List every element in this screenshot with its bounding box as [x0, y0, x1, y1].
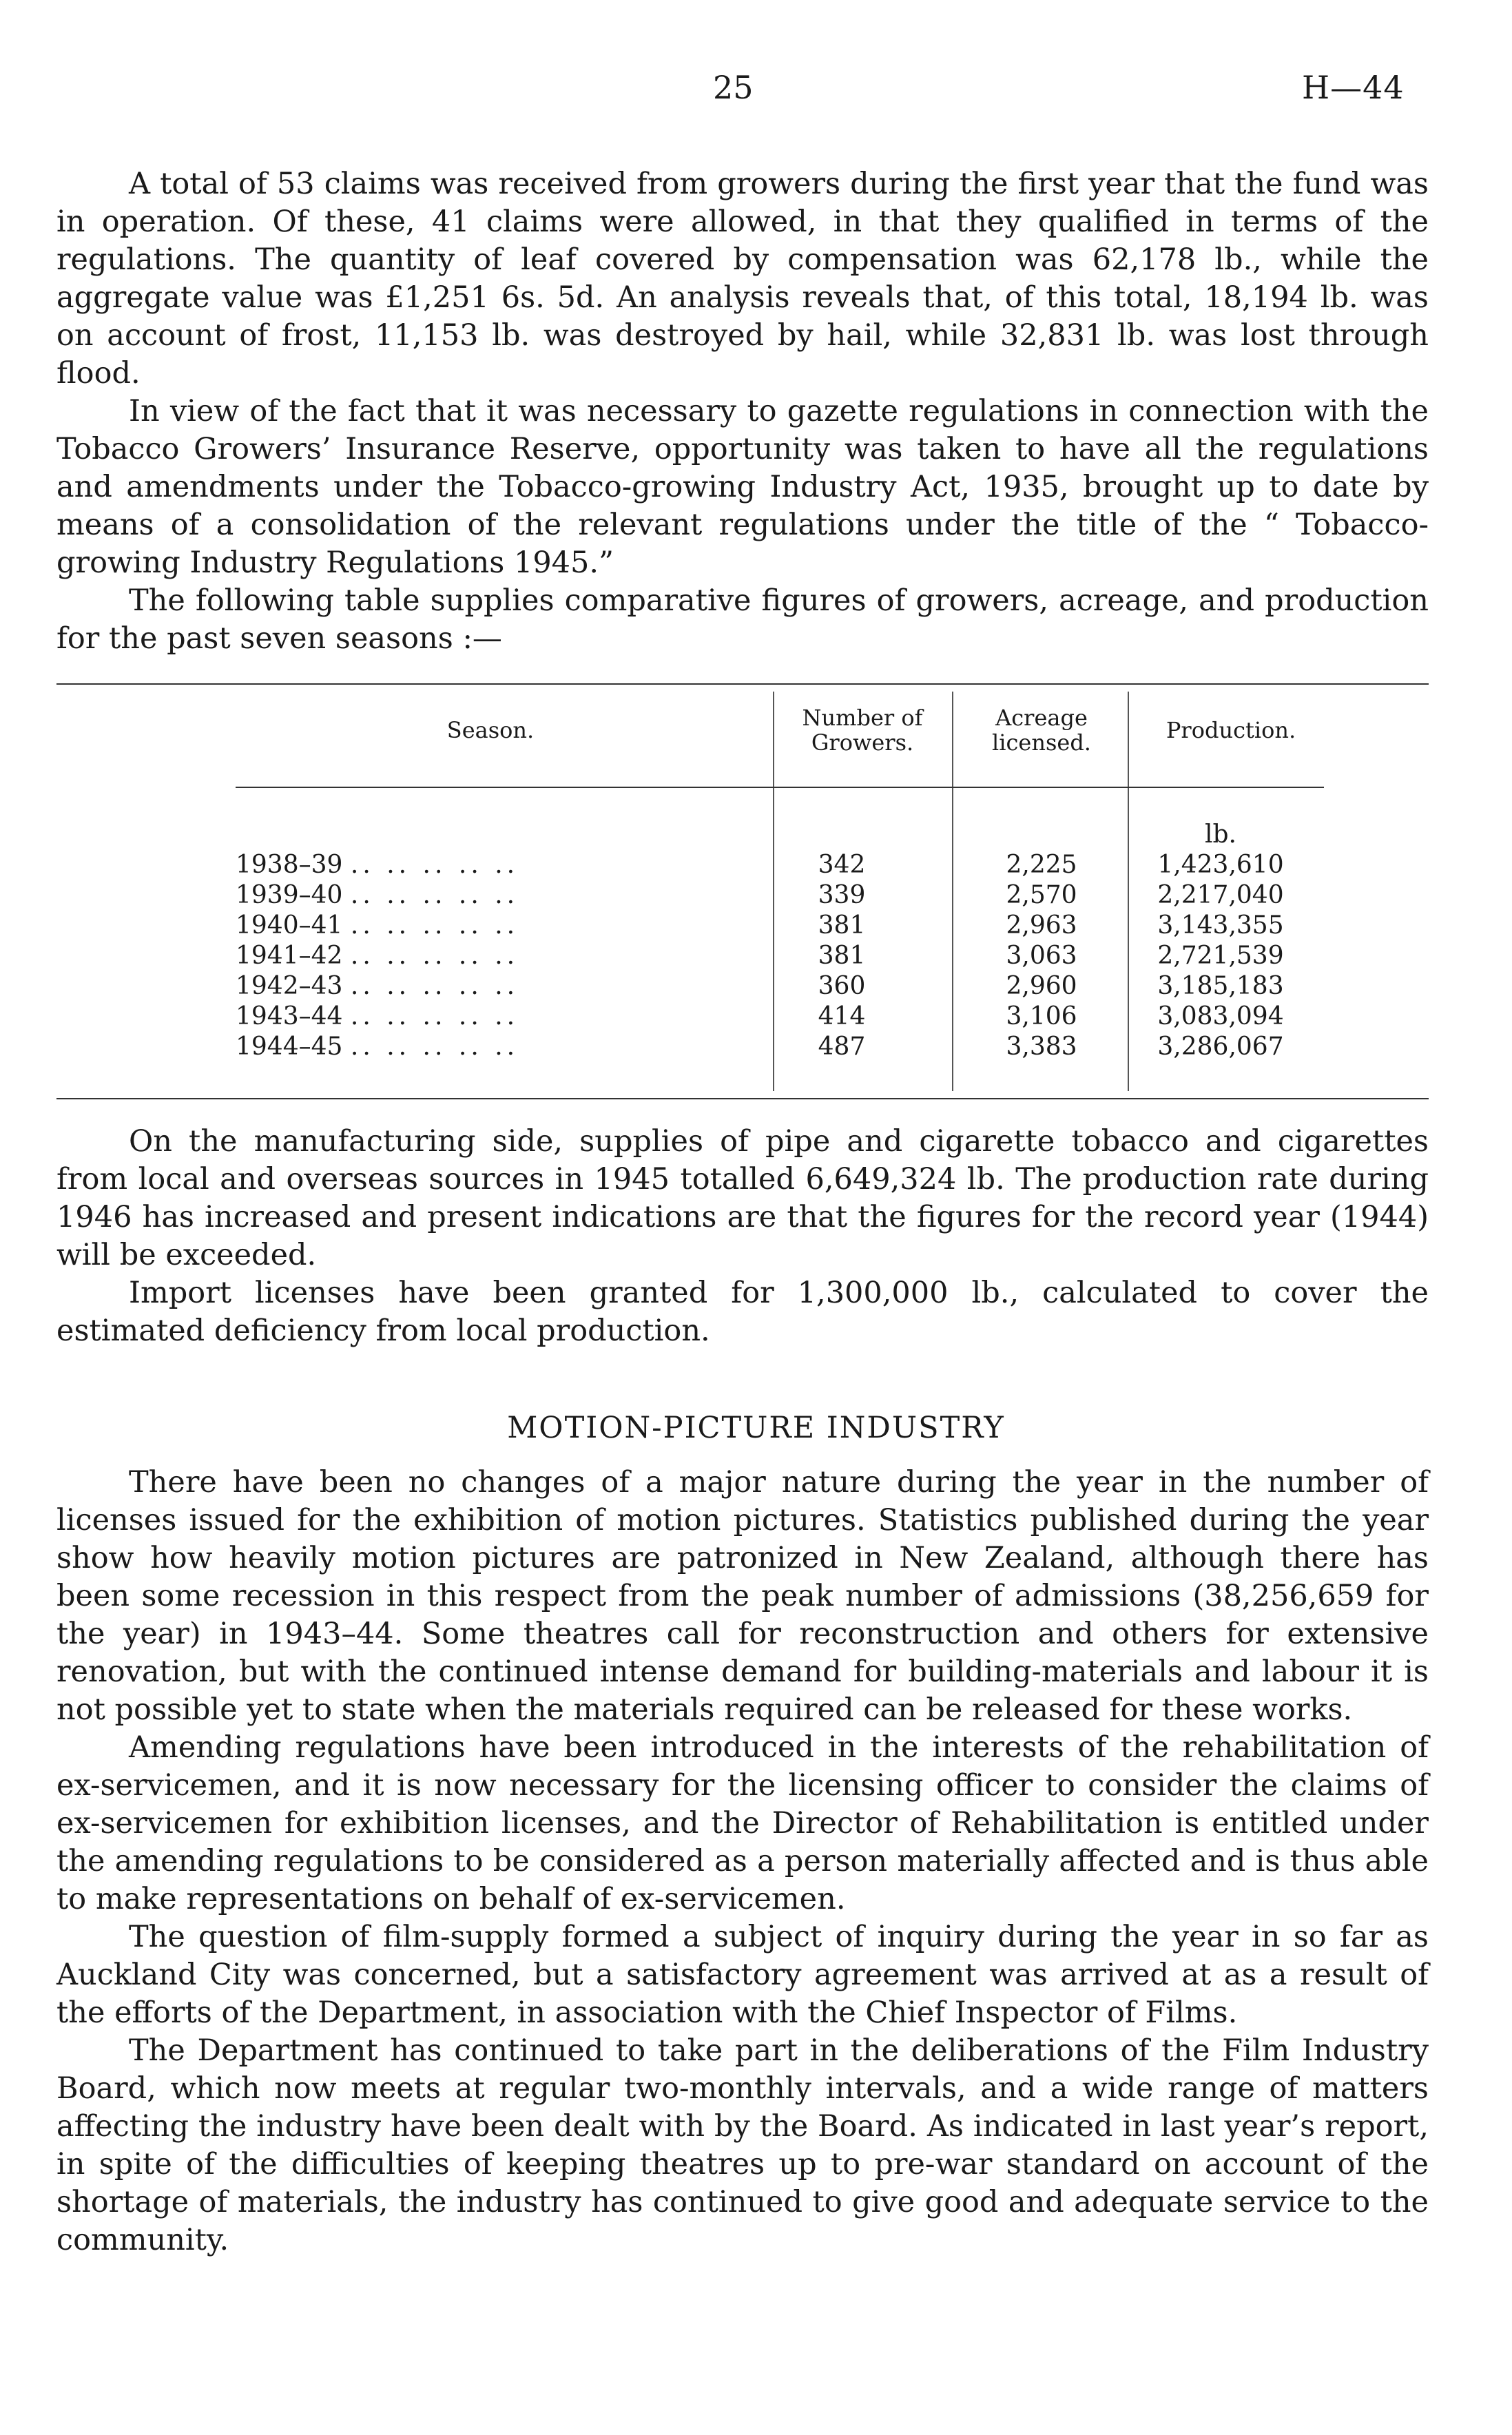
acreage-cell: 3,383 [1006, 1033, 1077, 1061]
paragraph-film-supply: The question of film-supply formed a subject of inquiry during the year in so far as Auckland City was concerned, but a satisfactory agreement was arrived at as a result of the efforts of the Department, in association with the Chief Inspector of Films. [56, 1920, 1429, 2030]
leader-dots: .. .. .. .. .. [350, 942, 519, 970]
season-cell: 1943–44 [236, 1002, 343, 1030]
growers-cell: 360 [818, 972, 866, 1000]
season-cell: 1938–39 [236, 851, 343, 879]
production-cell: 3,185,183 [1157, 972, 1284, 1000]
season-cell: 1940–41 [236, 911, 343, 940]
production-cell: 2,721,539 [1157, 942, 1284, 970]
growers-cell: 381 [818, 911, 866, 940]
leader-dots: .. .. .. .. .. [350, 1033, 519, 1061]
production-cell: 3,143,355 [1157, 911, 1284, 940]
paragraph-amending-regulations: Amending regulations have been introduced in the interests of the rehabilitation of ex-servicemen, and it is now necessary for the licensing officer to consider the claims of ex-servicemen for exhibition licenses, and the Director of Rehabilitation is entitled under the amending regulations to be considered as a person materially affected and is thus able to make representations on behalf of ex-servicemen. [56, 1730, 1429, 1916]
acreage-cell: 3,063 [1006, 942, 1077, 970]
season-cell: 1944–45 [236, 1033, 343, 1061]
table-row [236, 1032, 745, 1062]
leader-dots: .. .. .. .. .. [350, 881, 519, 909]
paragraph-claims: A total of 53 claims was received from growers during the first year that the fund was in operation. Of these, 41 claims were allowed, in that they qualified in terms of the regulations. The quantity of leaf covered by compensation was 62,178 lb., while the aggregate value was £1,251 6s. 5d. An analysis reveals that, of this total, 18,194 lb. was on account of frost, 11,153 lb. was destroyed by hail, while 32,831 lb. was lost through flood. [56, 167, 1429, 391]
production-cell: 1,423,610 [1157, 851, 1284, 879]
table-top-rule [56, 683, 1429, 685]
paragraph-manufacturing: On the manufacturing side, supplies of pipe and cigarette tobacco and cigarettes from local and overseas sources in 1945 totalled 6,649,324 lb. The production rate during 1946 has increased and present indications are that the figures for the record year (1944) will be exceeded. [56, 1124, 1429, 1272]
table-row [236, 911, 745, 941]
leader-dots: .. .. .. .. .. [350, 911, 519, 940]
table-row [236, 941, 745, 971]
header-growers: Number of Growers. [802, 705, 923, 756]
manufacturing-text [56, 1123, 1429, 1350]
acreage-cell: 3,106 [1006, 1002, 1077, 1030]
document-code: H—44 [1302, 69, 1405, 106]
header-rule [236, 787, 1324, 788]
paragraph-regulations: In view of the fact that it was necessary to gazette regulations in connection with the Tobacco Growers’ Insurance Reserve, opportunity was taken to have all the regulations and amendments under the Tobacco-growing Industry Act, 1935, brought up to date by means of a consolidation of the relevant regulations under the title of the “ Tobacco-growing Industry Regulations 1945.” [56, 394, 1429, 580]
page-number: 25 [713, 69, 754, 106]
acreage-cell: 2,225 [1006, 851, 1077, 879]
header-season: Season. [446, 717, 535, 743]
motion-picture-text [56, 1464, 1429, 2259]
acreage-cell: 2,963 [1006, 911, 1077, 940]
season-cell: 1941–42 [236, 942, 343, 970]
paragraph-film-industry-board: The Department has continued to take part in the deliberations of the Film Industry Board, which now meets at regular two-monthly intervals, and a wide range of matters affecting the industry have been dealt with by the Board. As indicated in last year’s report, in spite of the difficulties of keeping theatres up to pre-war standard on account of the shortage of materials, the industry has continued to give good and adequate service to the community. [56, 2033, 1429, 2257]
intro-text [56, 165, 1429, 658]
leader-dots: .. .. .. .. .. [350, 972, 519, 1000]
production-cell: 3,286,067 [1157, 1033, 1284, 1061]
paragraph-licenses: There have been no changes of a major nature during the year in the number of licenses issued for the exhibition of motion pictures. Statistics published during the year show how heavily motion pictures are patronized in New Zealand, although there has been some recession in this respect from the peak number of admissions (38,256,659 for the year) in 1943–44. Some theatres call for reconstruction and others for extensive renovation, but with the continued intense demand for building-materials and labour it is not possible yet to state when the materials required can be released for these works. [56, 1465, 1429, 1727]
table-row [236, 850, 745, 880]
growers-cell: 342 [818, 851, 866, 879]
season-cell: 1942–43 [236, 972, 343, 1000]
table-row [236, 880, 745, 911]
production-cell: 3,083,094 [1157, 1002, 1284, 1030]
growers-cell: 381 [818, 942, 866, 970]
table-bottom-rule [56, 1098, 1429, 1099]
leader-dots: .. .. .. .. .. [350, 851, 519, 879]
page-header [0, 69, 1512, 110]
header-acreage: Acreage licensed. [992, 705, 1091, 756]
paragraph-table-intro: The following table supplies comparative figures of growers, acreage, and production for the past seven seasons :— [56, 583, 1429, 656]
growers-cell: 487 [818, 1033, 866, 1061]
growers-cell: 414 [818, 1002, 866, 1030]
acreage-cell: 2,960 [1006, 972, 1077, 1000]
section-heading: MOTION-PICTURE INDUSTRY [507, 1411, 1005, 1445]
table-row [236, 1002, 745, 1032]
production-cell: 2,217,040 [1157, 881, 1284, 909]
paragraph-import-licenses: Import licenses have been granted for 1,300,000 lb., calculated to cover the estimated deficiency from local production. [56, 1276, 1429, 1348]
season-cell: 1939–40 [236, 881, 343, 909]
production-unit: lb. [1204, 820, 1236, 849]
table-row [236, 971, 745, 1002]
header-production: Production. [1166, 717, 1296, 743]
acreage-cell: 2,570 [1006, 881, 1077, 909]
growers-cell: 339 [818, 881, 866, 909]
leader-dots: .. .. .. .. .. [350, 1002, 519, 1030]
